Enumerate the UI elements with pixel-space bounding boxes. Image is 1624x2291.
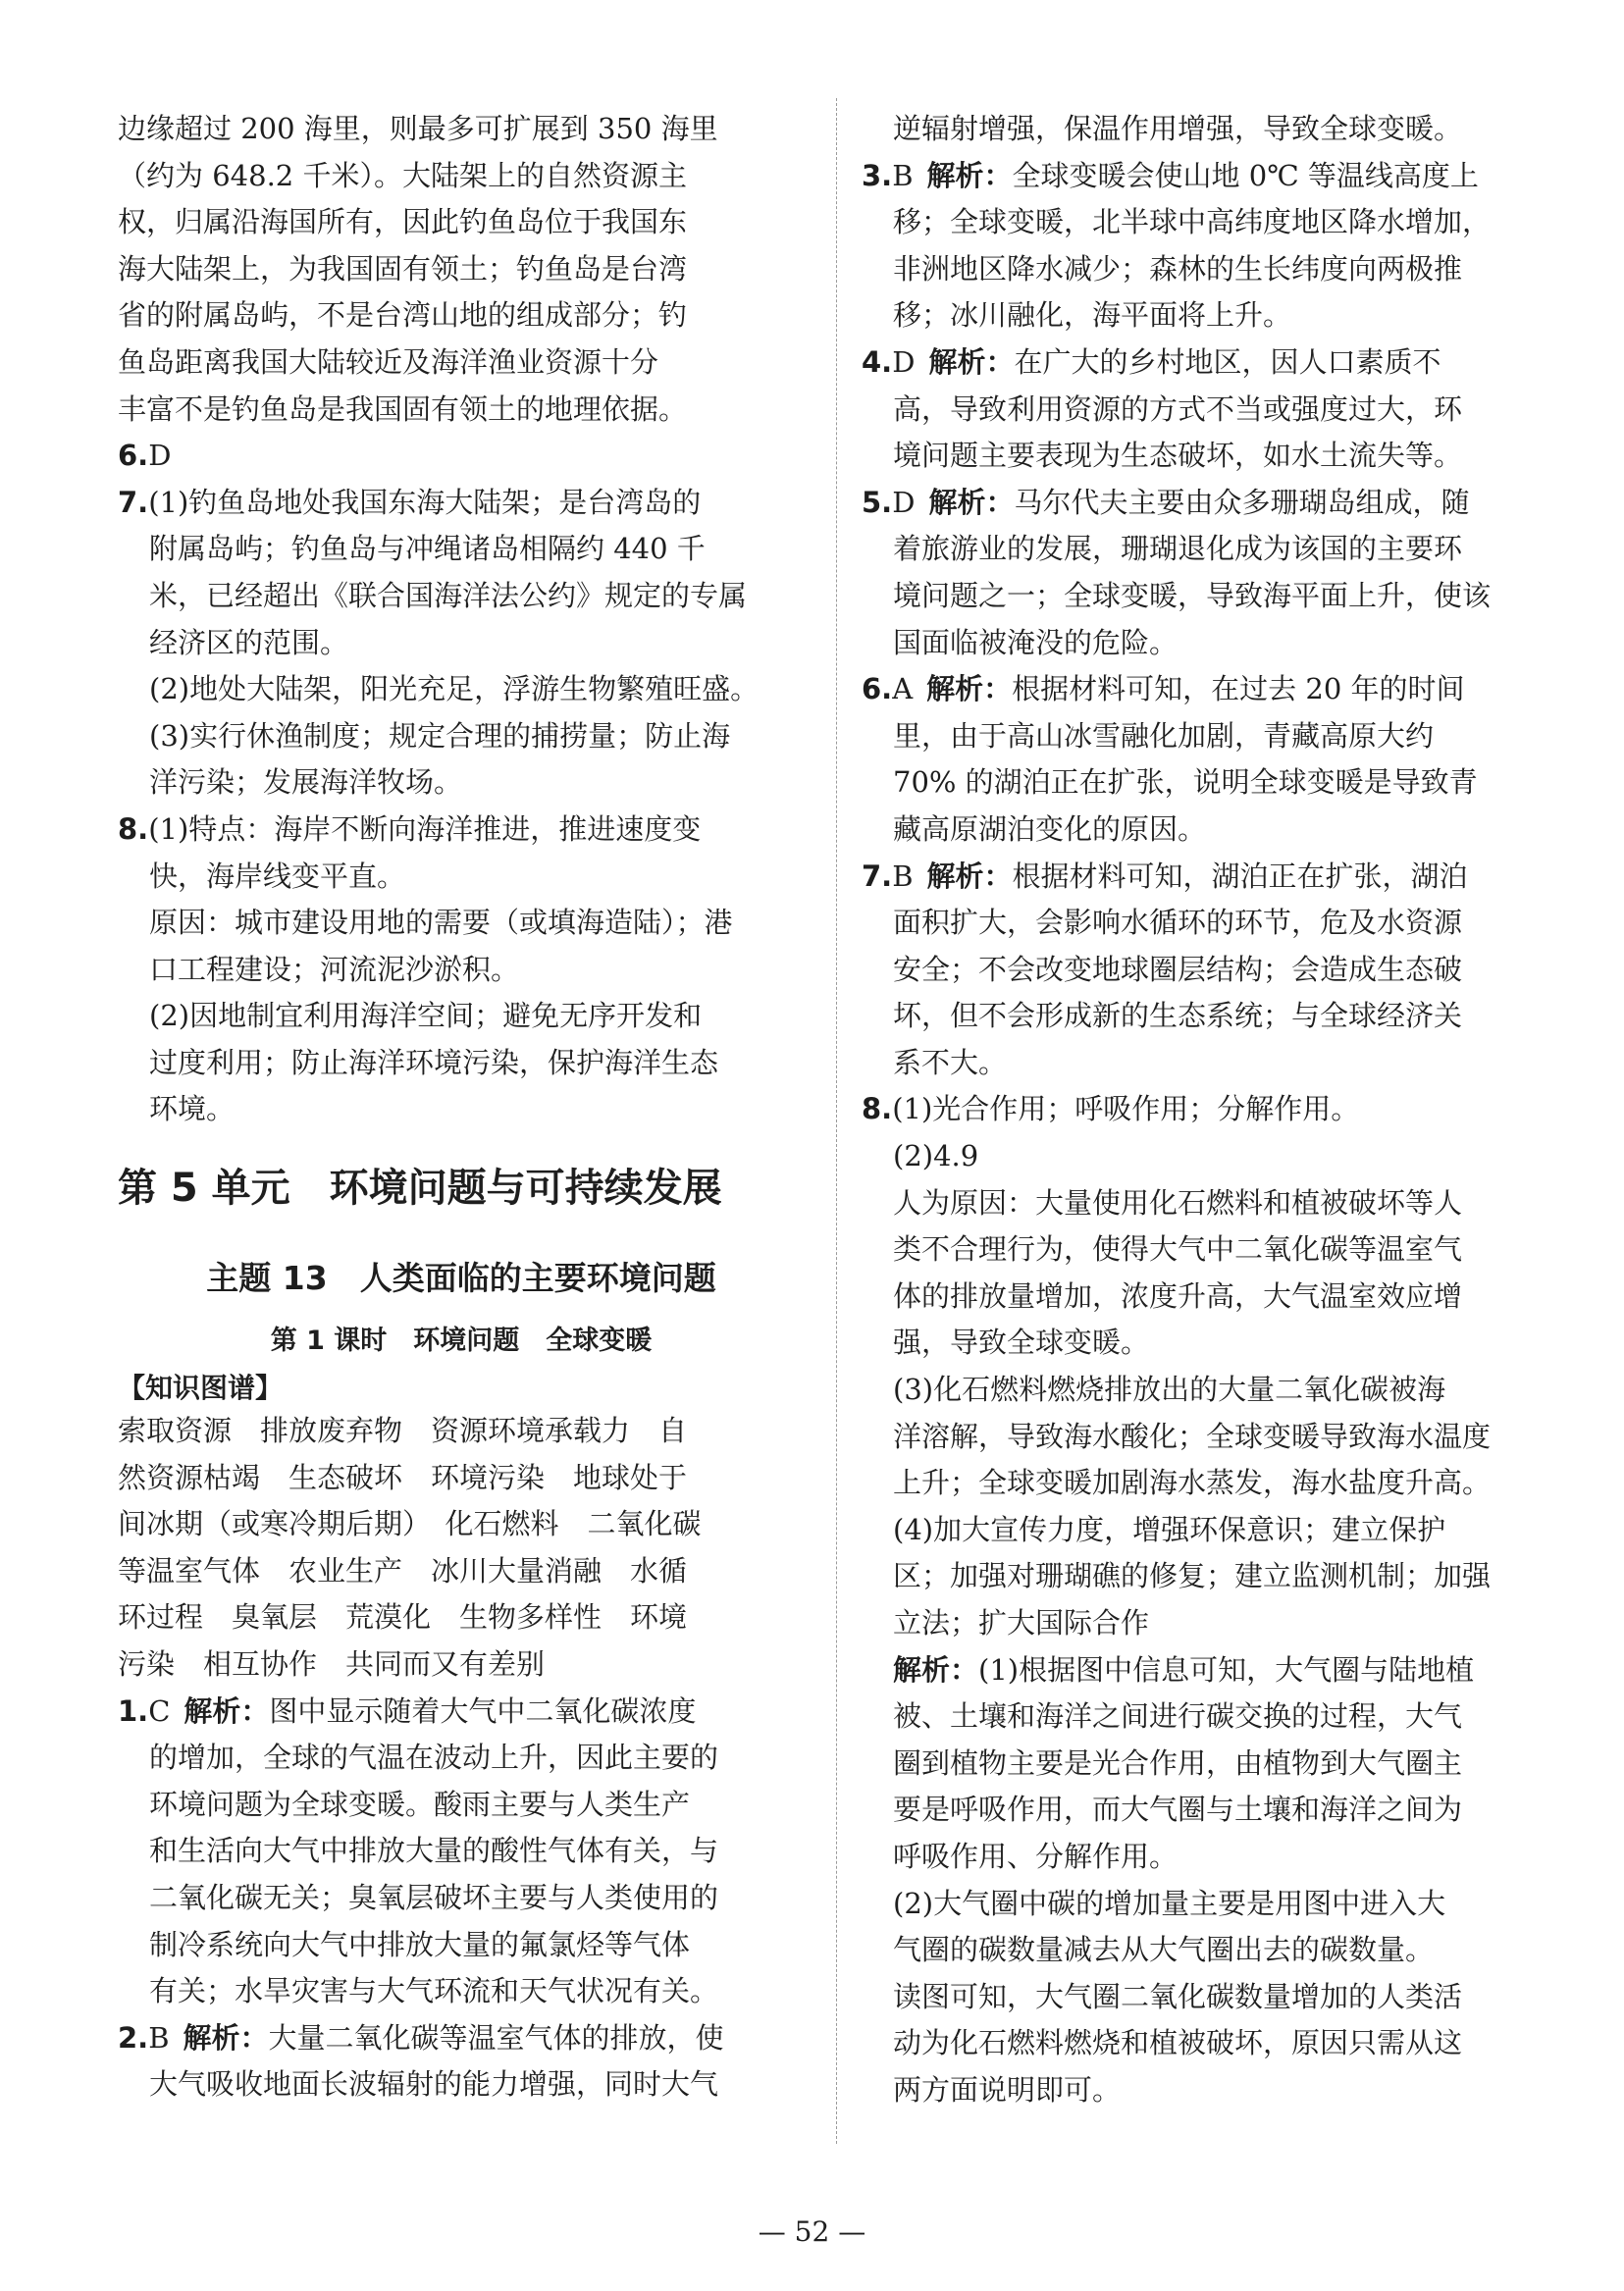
- analysis-label: 解析：: [183, 2020, 269, 2055]
- answer-2-continued: 逆辐射增强，保温作用增强，导致全球变暖。: [893, 112, 1463, 145]
- text-line: 边缘超过 200 海里，则最多可扩展到 350 海里: [118, 112, 718, 145]
- answer-6: [862, 666, 1539, 853]
- text-line: (2)因地制宜利用海洋空间；避免无序开发和: [149, 999, 703, 1033]
- text-line: 移；冰川融化，海平面将上升。: [893, 298, 1292, 333]
- text-line: 图中显示随着大气中二氧化碳浓度: [269, 1693, 697, 1728]
- text-line: 原因：城市建设用地的需要（或填海造陆）；港: [149, 906, 733, 940]
- answer-6: [118, 433, 805, 480]
- text-line: (2)4.9: [893, 1139, 979, 1173]
- question-number: 6.: [862, 672, 893, 706]
- question-number: 7.: [862, 859, 893, 893]
- text-line: 面积扩大，会影响水循环的环节，危及水资源: [893, 906, 1463, 940]
- page-number: — 52 —: [758, 2215, 866, 2248]
- question-number: 2.: [118, 2020, 149, 2055]
- right-column: [862, 106, 1539, 2114]
- answer-5-continued: [118, 106, 805, 433]
- text-line: 被、土壤和海洋之间进行碳交换的过程，大气: [893, 1699, 1463, 1734]
- question-number: 5.: [862, 485, 893, 519]
- text-line: 洋污染；发展海洋牧场。: [149, 765, 463, 800]
- answer-4: [862, 339, 1539, 480]
- text-line: 附属岛屿；钓鱼岛与冲绳诸岛相隔约 440 千: [149, 532, 706, 566]
- answer-1: [118, 1689, 805, 2015]
- question-number: 8.: [862, 1092, 893, 1126]
- text-line: 制冷系统向大气中排放大量的氟氯烃等气体: [149, 1927, 691, 1961]
- text-line: 口工程建设；河流泥沙淤积。: [149, 952, 520, 986]
- text-line: 坏，但不会形成新的生态系统；与全球经济关: [893, 999, 1463, 1033]
- left-column: [118, 106, 805, 2109]
- text-line: 丰富不是钓鱼岛是我国固有领土的地理依据。: [118, 391, 688, 426]
- text-line: 省的附属岛屿，不是台湾山地的组成部分；钓: [118, 298, 688, 333]
- text-line: 米，已经超出《联合国海洋法公约》规定的专属: [149, 578, 748, 612]
- text-line: 强，导致全球变暖。: [893, 1326, 1150, 1360]
- text-line: (3)实行休渔制度；规定合理的捕捞量；防止海: [149, 718, 731, 753]
- text-line: 环境。: [149, 1092, 236, 1126]
- text-line: 大量二氧化碳等温室气体的排放，使: [268, 2020, 724, 2055]
- text-line: 二氧化碳无关；臭氧层破坏主要与人类使用的: [149, 1881, 719, 1914]
- text-line: 动为化石燃料燃烧和植被破坏，原因只需从这: [893, 2026, 1463, 2060]
- text-line: 系不大。: [893, 1045, 1008, 1079]
- text-line: (1)根据图中信息可知，大气圈与陆地植: [978, 1652, 1475, 1687]
- text-line: （约为 648.2 千米）。大陆架上的自然资源主: [118, 158, 687, 192]
- answer-letter: B: [148, 2020, 170, 2055]
- lesson-title: 第 1 课时 环境问题 全球变暖: [270, 1326, 653, 1357]
- text-line: 体的排放量增加，浓度升高，大气温室效应增: [893, 1278, 1463, 1313]
- question-number: 7.: [118, 485, 149, 519]
- text-line: 两方面说明即可。: [893, 2072, 1122, 2107]
- answer-letter: D: [892, 344, 916, 379]
- column-divider: [836, 98, 837, 2144]
- text-line: (3)化石燃料燃烧排放出的大量二氧化碳被海: [893, 1373, 1446, 1407]
- question-number: 1.: [118, 1693, 149, 1728]
- text-line: 然资源枯竭 生态破坏 环境污染 地球处于: [118, 1460, 688, 1494]
- answer-2: [118, 2015, 805, 2109]
- text-line: 过度利用；防止海洋环境污染，保护海洋生态: [149, 1045, 719, 1079]
- text-line: 区；加强对珊瑚礁的修复；建立监测机制；加强: [893, 1559, 1492, 1593]
- question-number: 6.: [118, 439, 149, 473]
- unit-title: 第 5 单元 环境问题与可持续发展: [118, 1166, 722, 1212]
- text-line: 马尔代夫主要由众多珊瑚岛组成，随: [1014, 485, 1470, 519]
- text-line: 环过程 臭氧层 荒漠化 生物多样性 环境: [118, 1600, 688, 1635]
- analysis-label: 解析：: [928, 344, 1015, 379]
- text-line: 大气吸收地面长波辐射的能力增强，同时大气: [149, 2067, 719, 2102]
- analysis-label: 解析：: [926, 158, 1013, 192]
- text-line: 70% 的湖泊正在扩张，说明全球变暖是导致青: [893, 765, 1478, 800]
- text-line: (2)地处大陆架，阳光充足，浮游生物繁殖旺盛。: [149, 672, 760, 706]
- text-line: (1)钓鱼岛地处我国东海大陆架；是台湾岛的: [148, 485, 702, 519]
- text-line: 安全；不会改变地球圈层结构；会造成生态破: [893, 952, 1463, 986]
- text-line: 索取资源 排放废弃物 资源环境承载力 自: [118, 1414, 688, 1448]
- analysis-label: 解析：: [893, 1652, 979, 1687]
- text-line: 在广大的乡村地区，因人口素质不: [1014, 344, 1441, 379]
- text-line: 着旅游业的发展，珊瑚退化成为该国的主要环: [893, 532, 1463, 566]
- text-line: (2)大气圈中碳的增加量主要是用图中进入大: [893, 1886, 1446, 1920]
- text-line: 类不合理行为，使得大气中二氧化碳等温室气: [893, 1232, 1463, 1267]
- answer-8: [118, 807, 805, 1133]
- text-line: 根据材料可知，在过去 20 年的时间: [1012, 672, 1465, 706]
- text-line: 里，由于高山冰雪融化加剧，青藏高原大约: [893, 718, 1435, 753]
- text-line: 经济区的范围。: [149, 625, 349, 659]
- knowledge-map: [118, 1408, 805, 1689]
- text-line: 和生活向大气中排放大量的酸性气体有关，与: [149, 1834, 719, 1868]
- text-line: 的增加，全球的气温在波动上升，因此主要的: [149, 1741, 719, 1775]
- answer-7: [118, 480, 805, 807]
- text-line: 藏高原湖泊变化的原因。: [893, 811, 1207, 846]
- text-line: 人为原因：大量使用化石燃料和植被破坏等人: [893, 1185, 1463, 1220]
- text-line: 上升；全球变暖加剧海水蒸发，海水盐度升高。: [893, 1466, 1492, 1500]
- text-line: 呼吸作用、分解作用。: [893, 1839, 1179, 1873]
- text-line: 全球变暖会使山地 0℃ 等温线高度上: [1012, 158, 1479, 192]
- answer-letter: C: [148, 1693, 171, 1728]
- answer-7: [862, 854, 1539, 1087]
- analysis-label: 解析：: [926, 859, 1013, 893]
- text-line: 等温室气体 农业生产 冰川大量消融 水循: [118, 1553, 688, 1588]
- text-line: 权，归属沿海国所有，因此钓鱼岛位于我国东: [118, 205, 688, 239]
- text-line: (4)加大宣传力度，增强环保意识；建立保护: [893, 1512, 1446, 1546]
- analysis-label: 解析：: [926, 672, 1013, 706]
- text-line: 高，导致利用资源的方式不当或强度过大，环: [893, 391, 1463, 426]
- text-line: 境问题之一；全球变暖，导致海平面上升，使该: [893, 578, 1492, 612]
- text-line: 移；全球变暖，北半球中高纬度地区降水增加，: [893, 205, 1492, 239]
- text-line: 有关；水旱灾害与大气环流和天气状况有关。: [149, 1974, 719, 2008]
- answer-letter: D: [892, 485, 916, 519]
- text-line: 国面临被淹没的危险。: [893, 625, 1179, 659]
- text-line: 立法；扩大国际合作: [893, 1606, 1150, 1640]
- text-line: 污染 相互协作 共同而又有差别: [118, 1647, 546, 1682]
- text-line: 洋溶解，导致海水酸化；全球变暖导致海水温度: [893, 1419, 1492, 1453]
- question-number: 3.: [862, 158, 893, 192]
- topic-title: 主题 13 人类面临的主要环境问题: [206, 1259, 716, 1298]
- text-line: 气圈的碳数量减去从大气圈出去的碳数量。: [893, 1933, 1435, 1967]
- text-line: (1)特点：海岸不断向海洋推进，推进速度变: [148, 811, 702, 846]
- answer-letter: B: [892, 859, 914, 893]
- question-number: 4.: [862, 344, 893, 379]
- text-line: 境问题主要表现为生态破坏，如水土流失等。: [893, 439, 1463, 473]
- text-line: 根据材料可知，湖泊正在扩张，湖泊: [1012, 859, 1468, 893]
- text-line: 环境问题为全球变暖。酸雨主要与人类生产: [149, 1787, 691, 1821]
- text-line: 海大陆架上，为我国固有领土；钓鱼岛是台湾: [118, 251, 688, 286]
- text-line: 圈到植物主要是光合作用，由植物到大气圈主: [893, 1745, 1463, 1780]
- text-line: 鱼岛距离我国大陆较近及海洋渔业资源十分: [118, 344, 659, 379]
- text-line: 快，海岸线变平直。: [149, 859, 406, 893]
- knowledge-map-label: 【知识图谱】: [118, 1372, 284, 1405]
- answer-8: [862, 1086, 1539, 2113]
- answer-3: [862, 153, 1539, 339]
- text-line: 间冰期（或寒冷期后期） 化石燃料 二氧化碳: [118, 1507, 702, 1541]
- text-line: (1)光合作用；呼吸作用；分解作用。: [892, 1092, 1360, 1126]
- analysis-label: 解析：: [183, 1693, 270, 1728]
- text-line: 要是呼吸作用，而大气圈与土壤和海洋之间为: [893, 1793, 1463, 1827]
- answer-5: [862, 480, 1539, 666]
- question-number: 8.: [118, 811, 149, 846]
- text-line: 读图可知，大气圈二氧化碳数量增加的人类活: [893, 1979, 1463, 2013]
- text-line: 非洲地区降水减少；森林的生长纬度向两极推: [893, 251, 1463, 286]
- answer-letter: B: [892, 158, 914, 192]
- answer-letter: D: [148, 439, 172, 473]
- analysis-label: 解析：: [928, 485, 1015, 519]
- answer-letter: A: [892, 672, 914, 706]
